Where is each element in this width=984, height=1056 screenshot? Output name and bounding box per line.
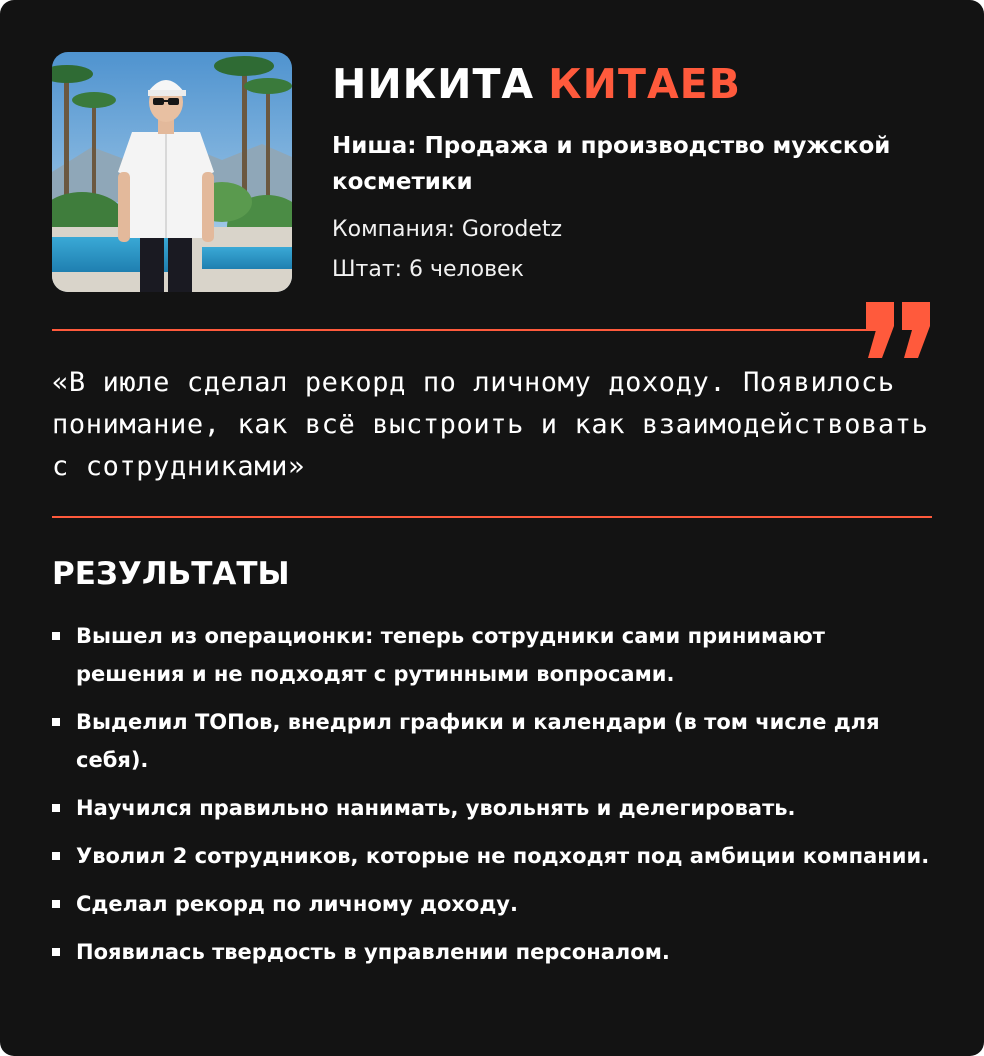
person-name <box>332 58 741 110</box>
last-name: КИТАЕВ <box>548 60 741 108</box>
company-text: Компания: Gorodetz <box>332 217 563 242</box>
bullet-icon <box>52 948 60 956</box>
list-item-text: Сделал рекорд по личному доходу. <box>76 892 518 916</box>
bullet-icon <box>52 900 60 908</box>
list-item <box>52 617 932 693</box>
quote-divider-bottom <box>52 516 932 518</box>
list-item-text: Научился правильно нанимать, увольнять и делегировать. <box>76 796 796 820</box>
quote-text: «В июле сделал рекорд по личному доходу. Появилось понимание, как всё выстроить и как взаимодействовать с сотрудниками» <box>52 367 929 482</box>
list-item-text: Выделил ТОПов, внедрил графики и календари (в том числе для себя). <box>76 710 880 772</box>
list-item <box>52 703 932 779</box>
list-item <box>52 933 932 971</box>
bullet-icon <box>52 718 60 726</box>
portrait-photo <box>52 52 292 292</box>
bullet-icon <box>52 632 60 640</box>
list-item-text: Появилась твердость в управлении персоналом. <box>76 940 670 964</box>
results-title: РЕЗУЛЬТАТЫ <box>52 556 290 592</box>
list-item <box>52 885 932 923</box>
bullet-icon <box>52 852 60 860</box>
list-item-text: Вышел из операционки: теперь сотрудники сами принимают решения и не подходят с рутинными вопросами. <box>76 624 825 686</box>
quote-divider-top <box>52 329 880 331</box>
bullet-icon <box>52 804 60 812</box>
staff-text: Штат: 6 человек <box>332 257 524 282</box>
list-item <box>52 789 932 827</box>
list-item <box>52 837 932 875</box>
niche-text: Ниша: Продажа и производство мужской косметики <box>332 133 891 195</box>
first-name: НИКИТА <box>332 60 535 108</box>
closing-quote-icon <box>864 300 934 360</box>
list-item-text: Уволил 2 сотрудников, которые не подходят под амбиции компании. <box>76 844 930 868</box>
results-list <box>52 617 932 981</box>
